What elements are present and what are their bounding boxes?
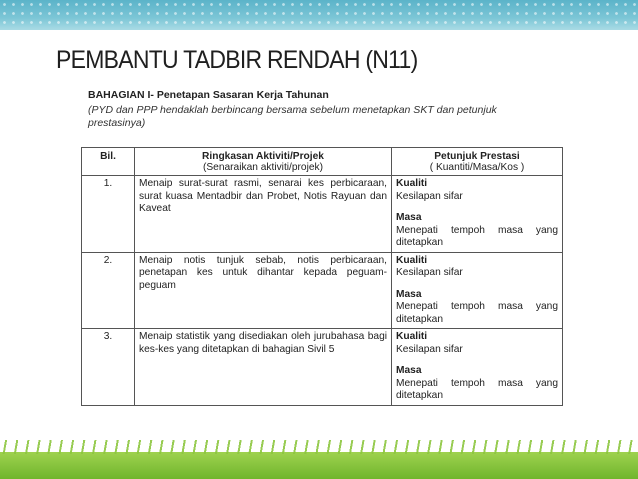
header-bil: [82, 148, 135, 176]
row-number: 3.: [82, 329, 135, 406]
header-bil-label: Bil.: [100, 151, 116, 162]
row-indicator: [392, 252, 563, 329]
table-header-row: [82, 148, 563, 176]
row-number: 2.: [82, 252, 135, 329]
header-indicator: [392, 148, 563, 176]
kualiti-value: Kesilapan sifar: [396, 190, 463, 202]
slide-title: PEMBANTU TADBIR RENDAH (N11): [56, 46, 418, 74]
masa-value: Menepati tempoh masa yang ditetapkan: [396, 301, 558, 325]
header-activity-label: Ringkasan Aktiviti/Projek: [202, 151, 324, 162]
masa-label: Masa: [396, 212, 422, 223]
top-decorative-bar: [0, 0, 638, 30]
kualiti-label: Kualiti: [396, 331, 428, 342]
kualiti-value: Kesilapan sifar: [396, 343, 463, 355]
table-row: [82, 329, 563, 406]
row-indicator: [392, 329, 563, 406]
section-note: (PYD dan PPP hendaklah berbincang bersama sebelum menetapkan SKT dan petunjuk prestasinya): [88, 104, 497, 129]
bottom-grass-bar: [0, 452, 638, 479]
kualiti-label: Kualiti: [396, 254, 428, 266]
header-indicator-label: Petunjuk Prestasi: [434, 151, 520, 162]
masa-label: Masa: [396, 288, 422, 300]
skt-table: [81, 147, 563, 406]
table-row: [82, 176, 563, 253]
kualiti-label: Kualiti: [396, 178, 428, 189]
masa-label: Masa: [396, 365, 422, 376]
header-activity-sublabel: (Senaraikan aktiviti/projek): [202, 162, 324, 173]
row-number: 1.: [82, 176, 135, 253]
row-indicator: [392, 176, 563, 253]
grass-decoration: [0, 440, 638, 454]
masa-value: Menepati tempoh masa yang ditetapkan: [396, 377, 558, 401]
row-activity: Menaip statistik yang disediakan oleh jurubahasa bagi kes-kes yang ditetapkan di bahagian Sivil 5: [135, 329, 392, 406]
header-indicator-sublabel: ( Kuantiti/Masa/Kos ): [429, 162, 525, 173]
masa-value: Menepati tempoh masa yang ditetapkan: [396, 224, 558, 248]
section-heading: BAHAGIAN I- Penetapan Sasaran Kerja Tahunan: [88, 89, 329, 101]
row-activity: Menaip surat-surat rasmi, senarai kes perbicaraan, surat kuasa Mentadbir dan Probet, Notis Rayuan dan Kaveat: [135, 176, 392, 253]
table-row: [82, 252, 563, 329]
dot-pattern: [0, 0, 638, 30]
row-activity: Menaip notis tunjuk sebab, notis perbicaraan, penetapan kes untuk dihantar kepada peguam-peguam: [135, 252, 392, 329]
header-activity: [135, 148, 392, 176]
kualiti-value: Kesilapan sifar: [396, 267, 463, 278]
document-image: [68, 83, 568, 455]
